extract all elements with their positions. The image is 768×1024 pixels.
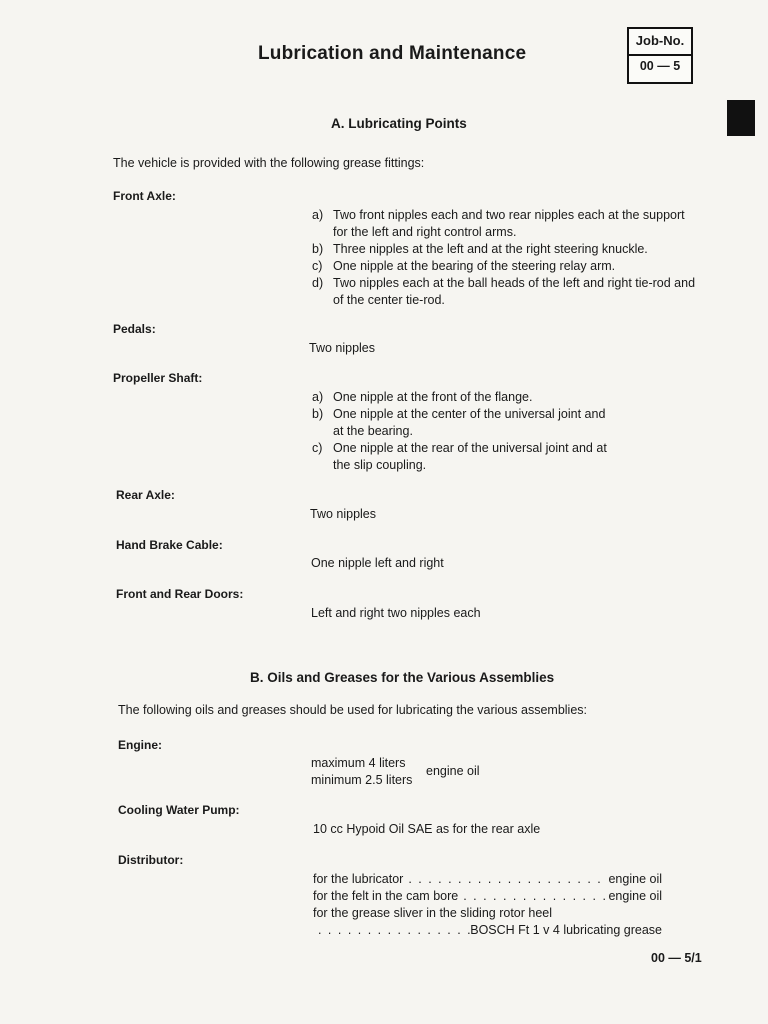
distributor-lubricator-text: for the lubricator bbox=[313, 872, 404, 886]
list-item: c) One nipple at the rear of the universal joint and at the slip coupling. bbox=[312, 441, 607, 472]
engine-max: maximum 4 liters bbox=[311, 756, 406, 770]
distributor-felt-text: for the felt in the cam bore bbox=[313, 889, 459, 903]
dot-leader bbox=[458, 888, 608, 905]
list-item: a) One nipple at the front of the flange. bbox=[312, 390, 533, 404]
job-number-box bbox=[627, 27, 693, 84]
water-pump-text: 10 cc Hypoid Oil SAE as for the rear axle bbox=[313, 822, 541, 836]
distributor-lubricator-value: engine oil bbox=[608, 872, 662, 886]
distributor-grease-value: BOSCH Ft 1 v 4 lubricating grease bbox=[470, 923, 662, 937]
hand-brake-label: Hand Brake Cable: bbox=[116, 538, 223, 552]
section-tab-marker bbox=[727, 100, 755, 136]
engine-oil: engine oil bbox=[426, 764, 480, 778]
propeller-shaft-label: Propeller Shaft: bbox=[113, 371, 203, 385]
front-axle-label: Front Axle: bbox=[113, 189, 176, 203]
water-pump-label: Cooling Water Pump: bbox=[118, 803, 240, 817]
rear-axle-text: Two nipples bbox=[310, 507, 377, 521]
dot-leader bbox=[313, 922, 470, 939]
distributor-label: Distributor: bbox=[118, 853, 184, 867]
rear-axle-label: Rear Axle: bbox=[116, 488, 175, 502]
doors-label: Front and Rear Doors: bbox=[116, 587, 244, 601]
section-a-heading: A. Lubricating Points bbox=[331, 116, 467, 131]
pedals-label: Pedals: bbox=[113, 322, 156, 336]
list-item: c) One nipple at the bearing of the steering relay arm. bbox=[312, 259, 616, 273]
list-item: a) Two front nipples each and two rear nipples each at the support for the left and right control arms. bbox=[312, 208, 685, 239]
section-b-heading: B. Oils and Greases for the Various Assemblies bbox=[250, 670, 555, 685]
propeller-shaft-list bbox=[312, 389, 612, 474]
engine-label: Engine: bbox=[118, 738, 162, 752]
doors-text: Left and right two nipples each bbox=[311, 606, 481, 620]
distributor-felt-value: engine oil bbox=[608, 889, 662, 903]
distributor-grease-text: for the grease sliver in the sliding rotor heel bbox=[313, 906, 553, 920]
distributor-lubricator-row bbox=[313, 871, 662, 888]
section-b-intro: The following oils and greases should be used for lubricating the various assemblies: bbox=[118, 703, 588, 717]
job-number-label: Job-No. bbox=[635, 33, 685, 48]
list-item: b) Three nipples at the left and at the right steering knuckle. bbox=[312, 242, 648, 256]
list-item: b) One nipple at the center of the universal joint and at the bearing. bbox=[312, 407, 606, 438]
distributor-grease-row bbox=[313, 922, 662, 939]
list-item: d) Two nipples each at the ball heads of the left and right tie-rod and of the center tie-rod. bbox=[312, 276, 696, 307]
engine-min: minimum 2.5 liters bbox=[311, 773, 413, 787]
section-a-intro: The vehicle is provided with the following grease fittings: bbox=[113, 156, 425, 170]
job-number-value: 00 — 5 bbox=[639, 59, 681, 73]
front-axle-list bbox=[312, 207, 702, 309]
hand-brake-text: One nipple left and right bbox=[311, 556, 444, 570]
page-number: 00 — 5/1 bbox=[651, 951, 702, 965]
distributor-felt-row bbox=[313, 888, 662, 905]
page-title: Lubrication and Maintenance bbox=[258, 43, 527, 64]
job-box-divider bbox=[629, 54, 691, 56]
dot-leader bbox=[403, 871, 608, 888]
pedals-text: Two nipples bbox=[309, 341, 376, 355]
